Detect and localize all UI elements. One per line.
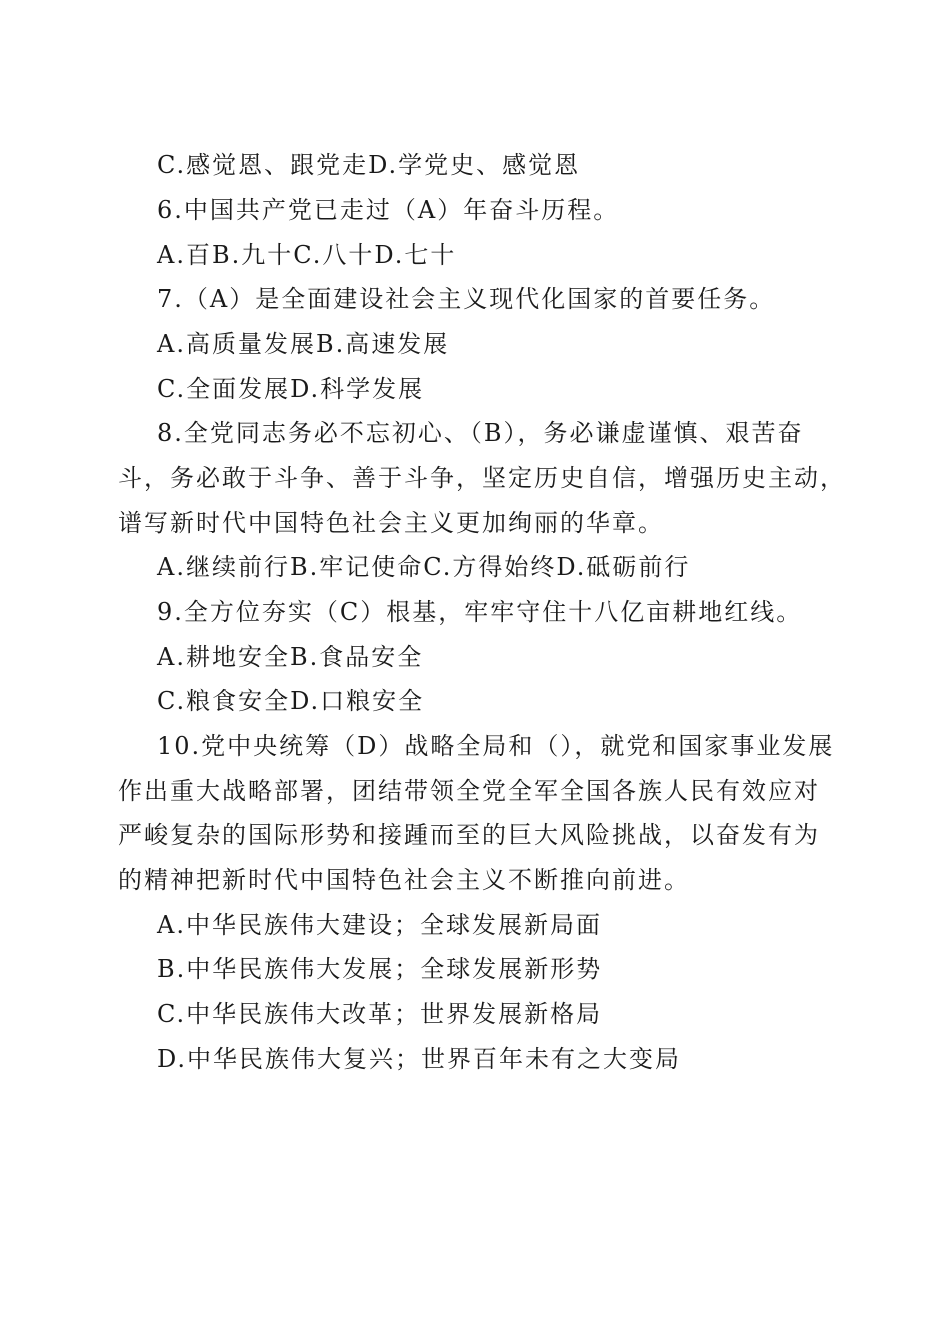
q10-question-line-1: 10.党中央统筹（D）战略全局和（），就党和国家事业发展 (157, 732, 835, 760)
q10-question-line-4: 的精神把新时代中国特色社会主义不断推向前进。 (118, 866, 690, 894)
q9-question: 9.全方位夯实（C）根基，牢牢守住十八亿亩耕地红线。 (157, 598, 803, 626)
q9-options-ab: A.耕地安全B.食品安全 (157, 643, 424, 671)
q7-question: 7.（A）是全面建设社会主义现代化国家的首要任务。 (157, 285, 776, 313)
q6-options: A.百B.九十C.八十D.七十 (157, 241, 457, 269)
q6-question: 6.中国共产党已走过（A）年奋斗历程。 (157, 196, 620, 224)
q7-options-cd: C.全面发展D.科学发展 (157, 375, 425, 403)
q10-question-line-3: 严峻复杂的国际形势和接踵而至的巨大风险挑战，以奋发有为 (118, 821, 820, 849)
q8-question-line-2: 斗，务必敢于斗争、善于斗争，坚定历史自信，增强历史主动， (118, 464, 846, 492)
q10-question-line-2: 作出重大战略部署，团结带领全党全军全国各族人民有效应对 (118, 777, 820, 805)
q8-question-line-1: 8.全党同志务必不忘初心、（B），务必谦虚谨慎、艰苦奋 (157, 419, 804, 447)
q8-question-line-3: 谱写新时代中国特色社会主义更加绚丽的华章。 (118, 509, 664, 537)
q9-options-cd: C.粮食安全D.口粮安全 (157, 687, 425, 715)
q7-options-ab: A.高质量发展B.高速发展 (157, 330, 450, 358)
q10-option-c: C.中华民族伟大改革；世界发展新格局 (157, 1000, 603, 1028)
q10-option-a: A.中华民族伟大建设；全球发展新局面 (157, 911, 602, 939)
q8-options: A.继续前行B.牢记使命C.方得始终D.砥砺前行 (157, 553, 691, 581)
q10-option-b: B.中华民族伟大发展；全球发展新形势 (157, 955, 603, 983)
q5-options-cd: C.感觉恩、跟党走D.学党史、感觉恩 (157, 151, 581, 179)
q10-option-d: D.中华民族伟大复兴；世界百年未有之大变局 (157, 1045, 682, 1073)
